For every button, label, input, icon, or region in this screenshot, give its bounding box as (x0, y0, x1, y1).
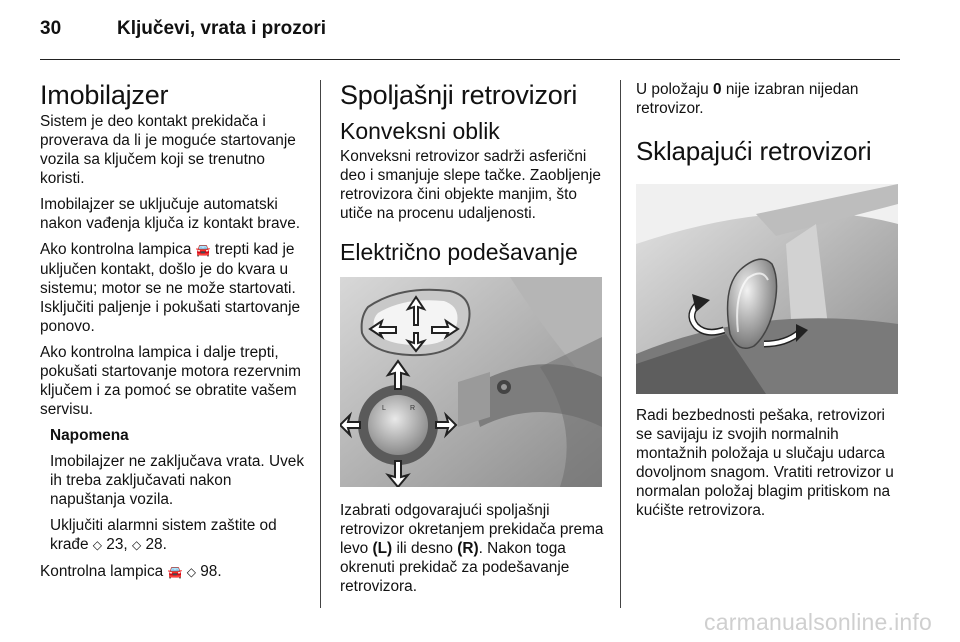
right-label: (R) (457, 540, 479, 557)
header-rule (40, 59, 900, 60)
text-run: Ako kontrolna lampica (40, 241, 196, 258)
text-run: . Nakon toga okrenuti prekidač za podešavanje retrovizora. (340, 540, 570, 595)
note-para-1: Imobilajzer ne zaključava vrata. Uvek ih treba zaključavati nakon napuštanja vozila. (50, 453, 305, 508)
column-immobilizer (40, 80, 308, 589)
page-ref-link[interactable]: 28. (141, 536, 167, 553)
page-ref-icon: ◇ (131, 538, 142, 552)
text-run: Izabrati odgovarajući spoljašnji retrovizor okretanjem prekidača prema levo (340, 502, 604, 557)
svg-text:L: L (382, 405, 386, 412)
column-divider-1 (320, 80, 321, 608)
heading-convex: Konveksni oblik (340, 118, 500, 144)
note-para-2 (50, 516, 308, 555)
column-mirrors (340, 80, 606, 603)
heading-immobilizer: Imobilajzer (40, 80, 169, 110)
immobilizer-para-1: Sistem je deo kontakt prekidača i proverava da li je moguće startovanje vozila sa ključem koji se trenutno koristi. (40, 113, 296, 187)
position-zero: 0 (713, 81, 722, 98)
column-folding (636, 80, 900, 527)
immobilizer-para-3 (40, 240, 308, 336)
text-run: trepti kad je uključen kontakt, došlo je do kvara u sistemu; motor se ne može startovati. Isključiti paljenje i pokušati startovanje ponovo. (40, 241, 301, 335)
immobilizer-para-2: Imobilajzer se uključuje automatski nakon vađenja ključa iz kontakt brave. (40, 196, 301, 232)
page-ref-icon: ◇ (186, 565, 196, 579)
heading-mirrors: Spoljašnji retrovizori (340, 80, 578, 110)
text-run: nije izabran nijedan retrovizor. (636, 81, 859, 117)
left-label: (L) (372, 540, 393, 557)
electric-adjust-illustration (340, 277, 602, 487)
electric-para (340, 501, 606, 596)
heading-folding: Sklapajući retrovizori (636, 136, 872, 166)
folding-para: Radi bezbednosti pešaka, retrovizori se savijaju iz svojih normalnih montažnih položaja u slučaju udarca dovoljnom snagom. Vratiti retrovizor u normalan položaj blagim pritiskom na kućište retrovizora. (636, 407, 894, 519)
page-ref-link[interactable]: 98. (195, 563, 222, 580)
chapter-title: Ključevi, vrata i prozori (117, 18, 327, 39)
immobilizer-para-4: Ako kontrolna lampica i dalje trepti, pokušati startovanje motora rezervnim ključem i za pomoć se obratite vašem servisu. (40, 344, 301, 418)
immobilizer-lamp-icon: 🚘 (167, 565, 183, 579)
heading-electric: Električno podešavanje (340, 239, 578, 265)
watermark: carmanualsonline.info (704, 609, 932, 635)
page-ref-icon: ◇ (92, 538, 103, 552)
page-ref-link[interactable]: 23, (102, 536, 132, 553)
note-block (40, 426, 308, 555)
position-zero-para (636, 80, 900, 118)
text-run: ili desno (392, 540, 458, 557)
column-divider-2 (620, 80, 621, 608)
page-number: 30 (40, 18, 62, 39)
svg-text:R: R (410, 405, 416, 412)
text-run: Kontrolna lampica (40, 563, 168, 580)
folding-mirror-illustration (636, 184, 898, 394)
immobilizer-lamp-icon: 🚘 (195, 243, 211, 257)
text-run: Uključiti alarmni sistem zaštite od krađe (50, 517, 277, 553)
lamp-reference (40, 562, 308, 582)
text-run: U položaju (636, 81, 713, 98)
note-heading: Napomena (50, 427, 129, 444)
convex-para: Konveksni retrovizor sadrži asferični deo i smanjuje slepe tačke. Zaobljenje retrovizora čini objekte manjim, što utiče na procenu udaljenosti. (340, 148, 601, 222)
